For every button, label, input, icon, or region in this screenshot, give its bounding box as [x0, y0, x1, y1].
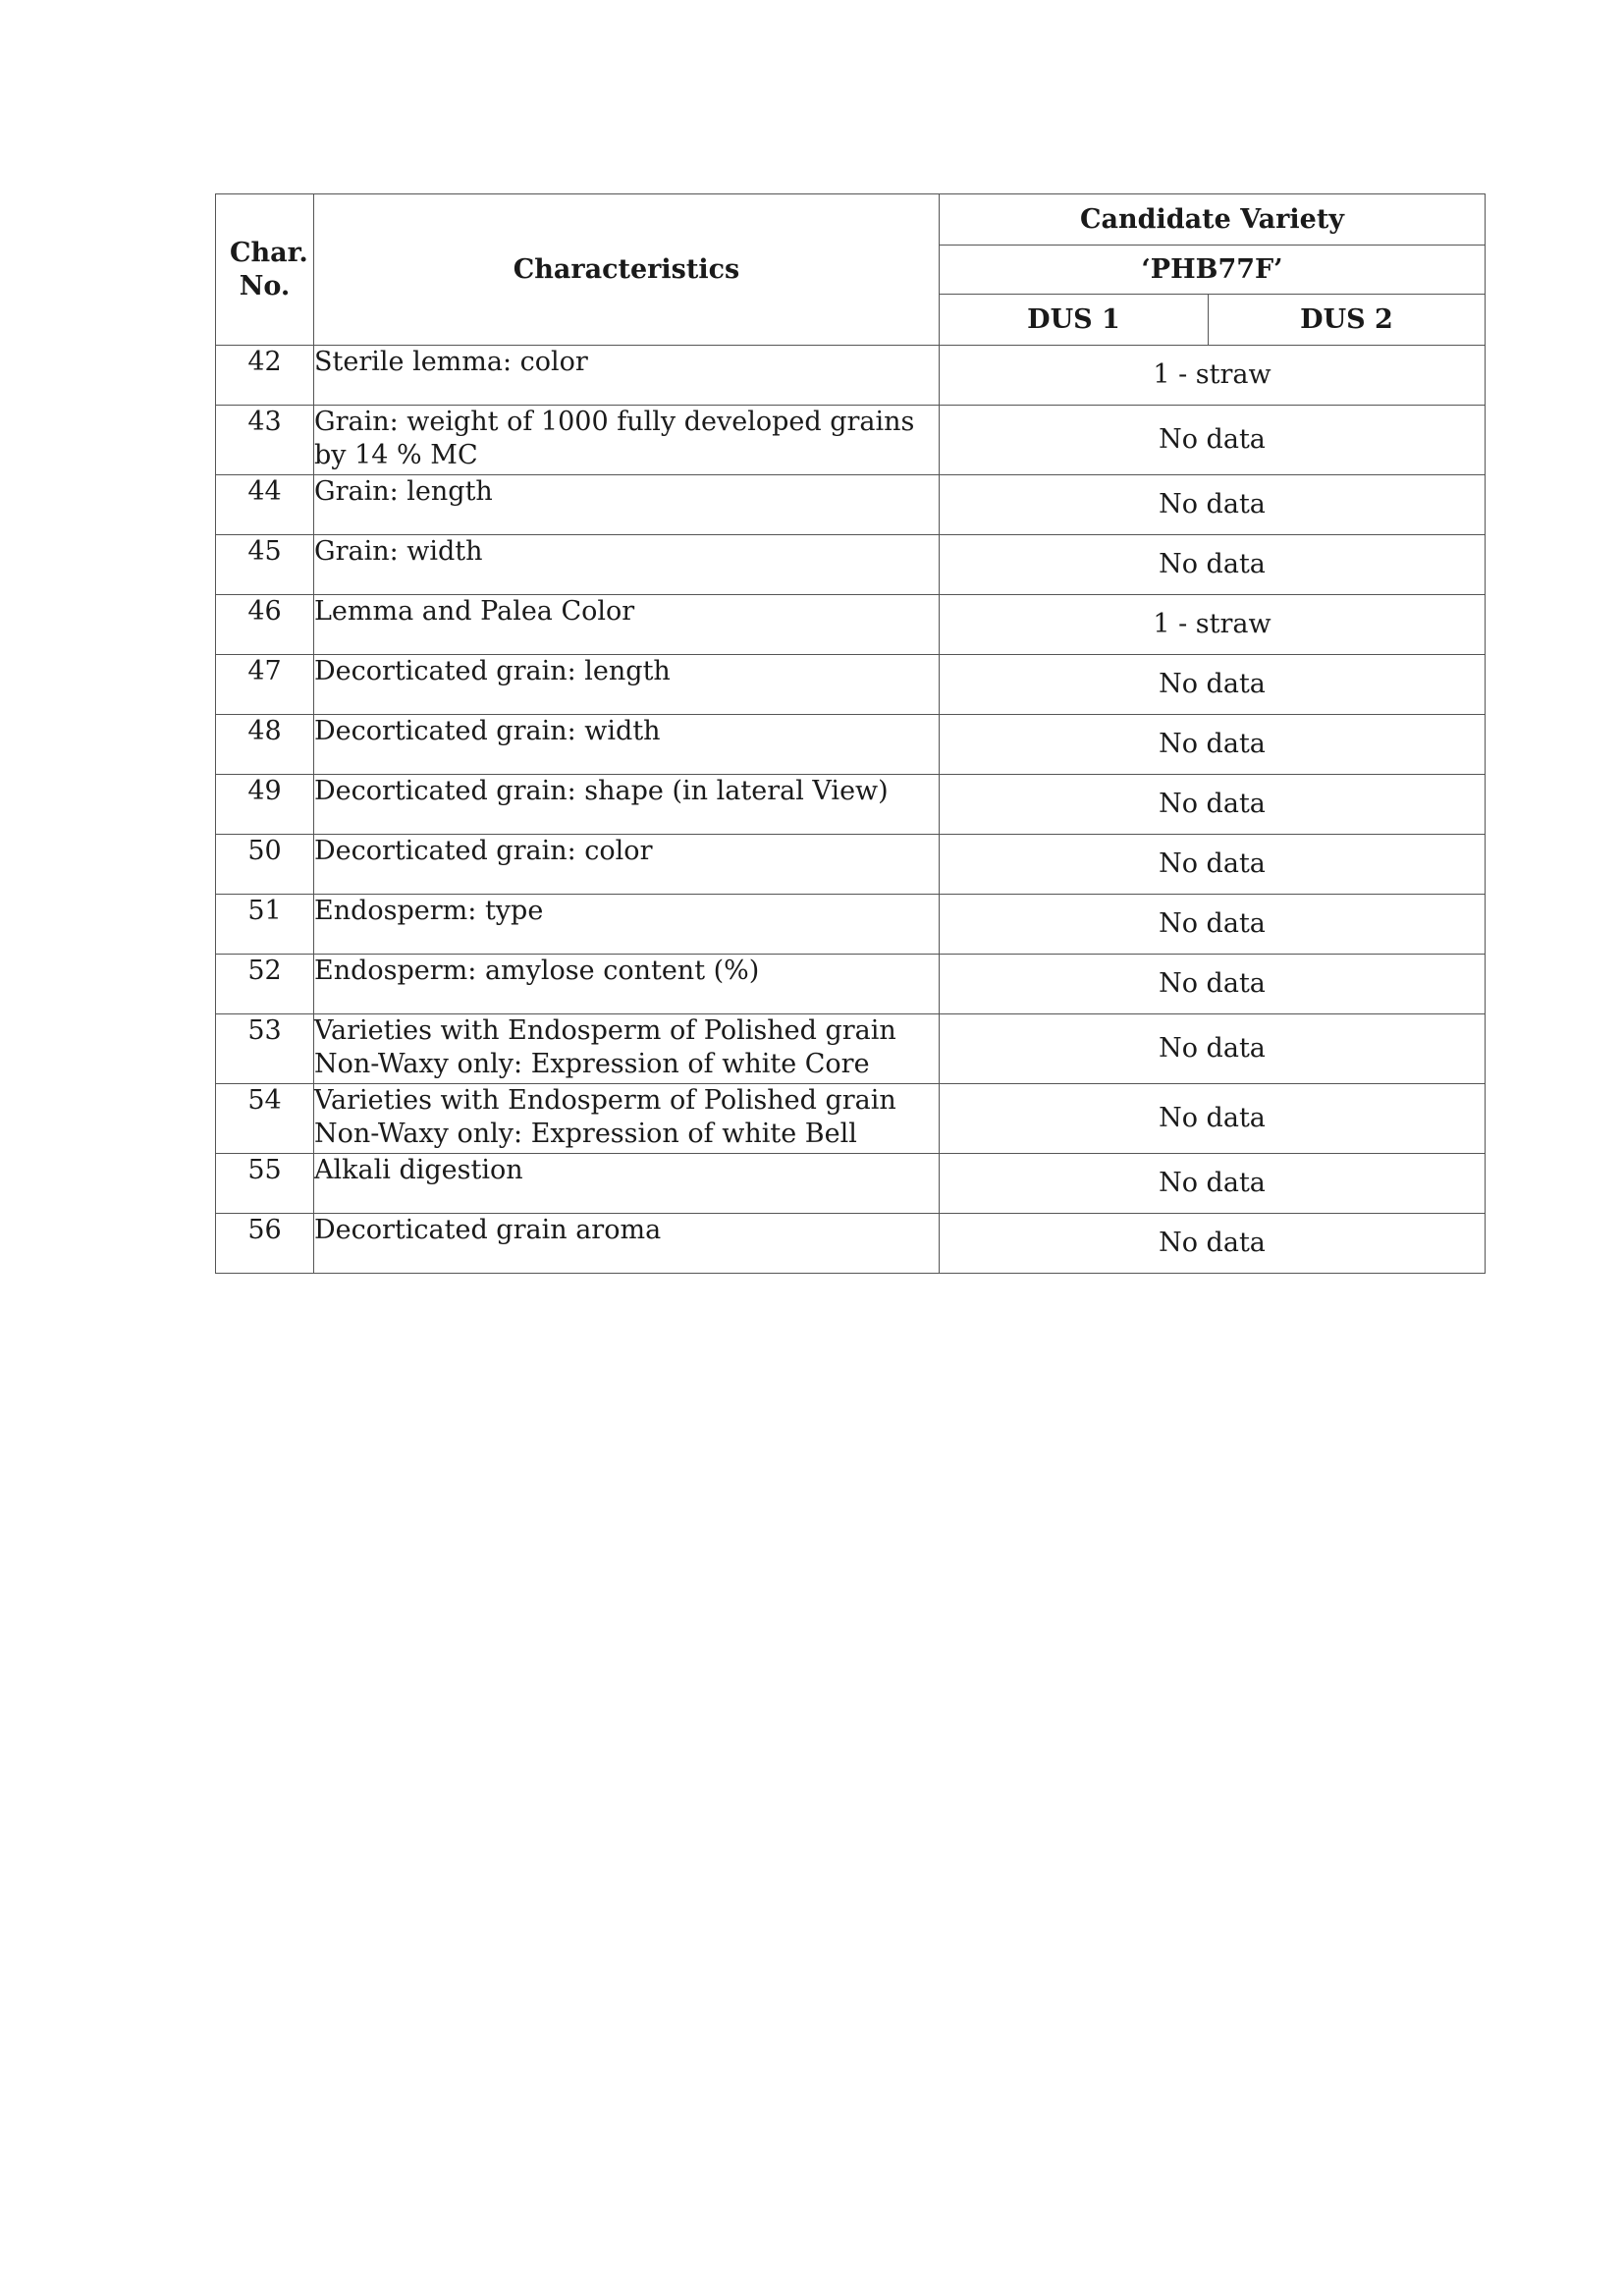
- characteristic-value: 1 - straw: [940, 595, 1486, 655]
- characteristic-value: No data: [940, 895, 1486, 955]
- char-number: 42: [216, 346, 314, 406]
- table-row: [216, 955, 1486, 1014]
- characteristic-label: Grain: weight of 1000 fully developed grains by 14 % MC: [314, 406, 940, 475]
- table-row: [216, 475, 1486, 535]
- char-number: 50: [216, 835, 314, 895]
- table-row: [216, 1014, 1486, 1084]
- characteristic-label: Varieties with Endosperm of Polished grain Non-Waxy only: Expression of white Bell: [314, 1084, 940, 1154]
- char-number: 54: [216, 1084, 314, 1154]
- characteristic-label: Varieties with Endosperm of Polished grain Non-Waxy only: Expression of white Core: [314, 1014, 940, 1084]
- characteristic-label: Endosperm: type: [314, 895, 940, 955]
- characteristic-value: No data: [940, 1084, 1486, 1154]
- table-row: [216, 535, 1486, 595]
- characteristic-value: No data: [940, 715, 1486, 775]
- table-row: [216, 1214, 1486, 1274]
- characteristic-value: No data: [940, 1014, 1486, 1084]
- characteristic-label: Alkali digestion: [314, 1154, 940, 1214]
- characteristic-label: Lemma and Palea Color: [314, 595, 940, 655]
- table-row: [216, 715, 1486, 775]
- header-variety-name: ‘PHB77F’: [940, 246, 1486, 295]
- header-char-no: Char. No.: [216, 194, 314, 346]
- characteristic-value: No data: [940, 835, 1486, 895]
- char-number: 51: [216, 895, 314, 955]
- char-number: 48: [216, 715, 314, 775]
- table-row: [216, 1154, 1486, 1214]
- table-row: [216, 895, 1486, 955]
- characteristic-value: No data: [940, 955, 1486, 1014]
- characteristic-value: No data: [940, 655, 1486, 715]
- characteristic-label: Decorticated grain: width: [314, 715, 940, 775]
- characteristic-label: Grain: length: [314, 475, 940, 535]
- dus-characteristics-table: [215, 193, 1486, 1274]
- table-row: [216, 595, 1486, 655]
- char-number: 53: [216, 1014, 314, 1084]
- characteristic-label: Decorticated grain: color: [314, 835, 940, 895]
- char-number: 43: [216, 406, 314, 475]
- characteristic-label: Decorticated grain aroma: [314, 1214, 940, 1274]
- characteristic-label: Decorticated grain: length: [314, 655, 940, 715]
- table-row: [216, 1084, 1486, 1154]
- characteristic-value: No data: [940, 1154, 1486, 1214]
- table-row: [216, 835, 1486, 895]
- char-number: 56: [216, 1214, 314, 1274]
- characteristic-label: Endosperm: amylose content (%): [314, 955, 940, 1014]
- char-number: 52: [216, 955, 314, 1014]
- char-number: 45: [216, 535, 314, 595]
- char-number: 49: [216, 775, 314, 835]
- header-characteristics: Characteristics: [314, 194, 940, 346]
- characteristic-value: No data: [940, 475, 1486, 535]
- table-row: [216, 406, 1486, 475]
- table-row: [216, 346, 1486, 406]
- header-dus2: DUS 2: [1209, 295, 1486, 346]
- char-number: 55: [216, 1154, 314, 1214]
- table-row: [216, 655, 1486, 715]
- table-row: [216, 775, 1486, 835]
- header-dus1: DUS 1: [940, 295, 1209, 346]
- char-number: 47: [216, 655, 314, 715]
- header-candidate-variety: Candidate Variety: [940, 194, 1486, 246]
- char-number: 44: [216, 475, 314, 535]
- characteristic-label: Grain: width: [314, 535, 940, 595]
- characteristic-value: 1 - straw: [940, 346, 1486, 406]
- characteristic-label: Decorticated grain: shape (in lateral View): [314, 775, 940, 835]
- characteristic-label: Sterile lemma: color: [314, 346, 940, 406]
- char-number: 46: [216, 595, 314, 655]
- characteristic-value: No data: [940, 535, 1486, 595]
- characteristic-value: No data: [940, 1214, 1486, 1274]
- characteristic-value: No data: [940, 406, 1486, 475]
- characteristic-value: No data: [940, 775, 1486, 835]
